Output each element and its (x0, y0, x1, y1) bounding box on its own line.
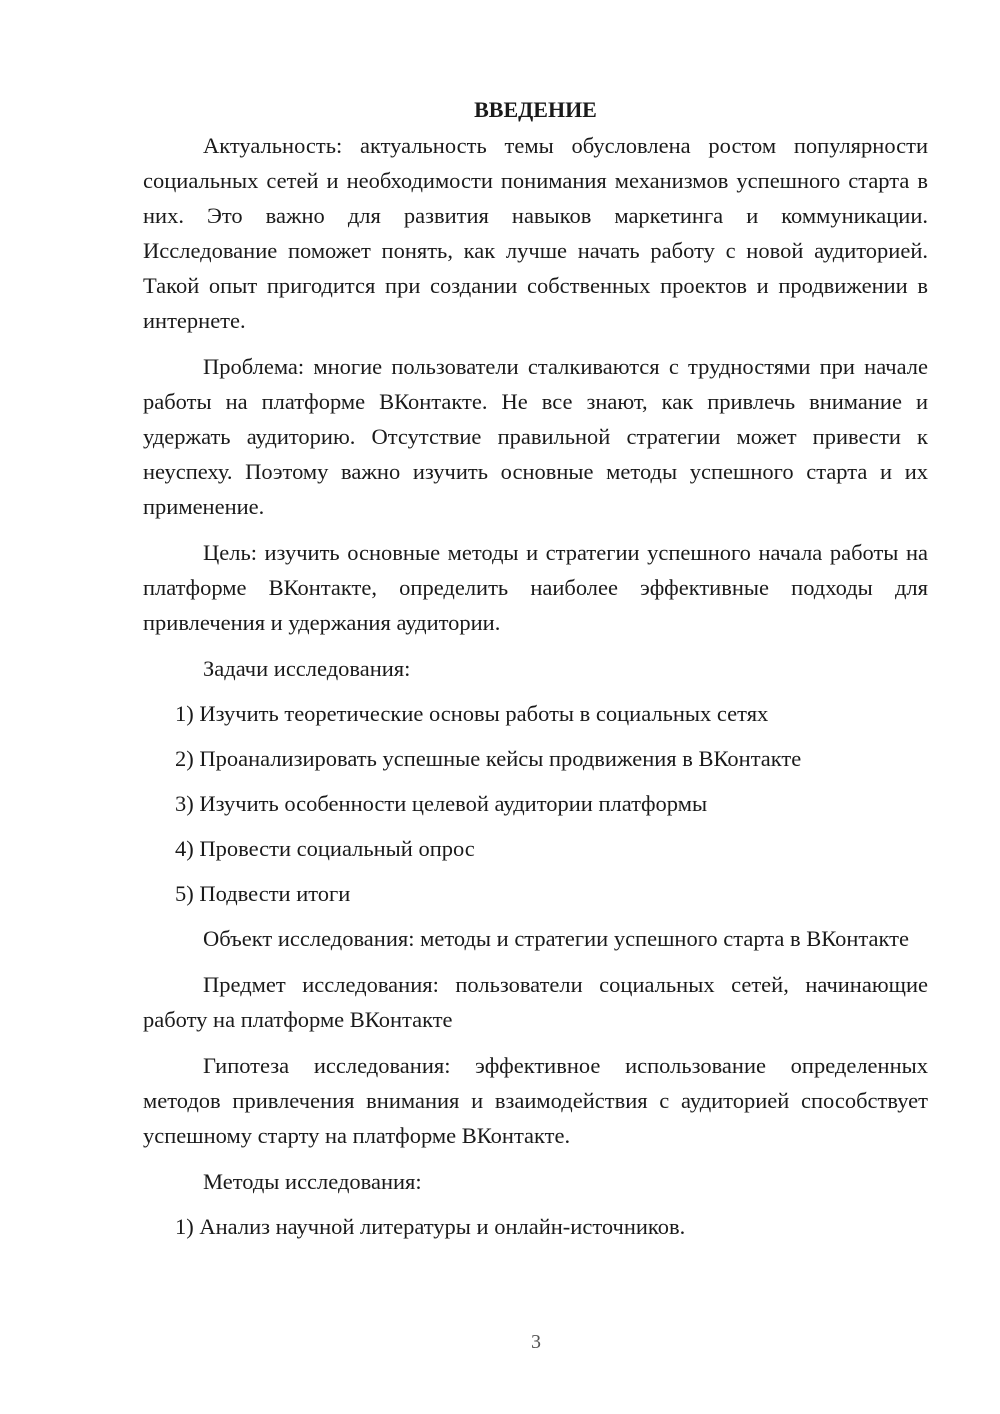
subject-paragraph: Предмет исследования: пользователи социальных сетей, начинающие работу на платформе ВКонтакте (143, 972, 928, 1032)
methods-list (143, 1209, 928, 1244)
relevance-paragraph: Актуальность: актуальность темы обусловлена ростом популярности социальных сетей и необходимости понимания механизмов успешного старта в них. Это важно для развития навыков маркетинга и коммуникации. Исследование поможет понять, как лучше начать работу с новой аудиторией. Такой опыт пригодится при создании собственных проектов и продвижении в интернете. (143, 133, 928, 333)
task-item: 1) Изучить теоретические основы работы в социальных сетях (175, 701, 769, 726)
task-item: 2) Проанализировать успешные кейсы продвижения в ВКонтакте (175, 746, 802, 771)
task-item: 5) Подвести итоги (175, 881, 351, 906)
goal-paragraph: Цель: изучить основные методы и стратегии успешного начала работы на платформе ВКонтакте, определить наиболее эффективные подходы для привлечения и удержания аудитории. (143, 540, 928, 635)
problem-paragraph: Проблема: многие пользователи сталкиваются с трудностями при начале работы на платформе ВКонтакте. Не все знают, как привлечь внимание и удержать аудиторию. Отсутствие правильной стратегии может привести к неуспеху. Поэтому важно изучить основные методы успешного старта и их применение. (143, 354, 928, 519)
methods-label: Методы исследования: (203, 1169, 422, 1194)
hypothesis-paragraph: Гипотеза исследования: эффективное использование определенных методов привлечения внимания и взаимодействия с аудиторией способствует успешному старту на платформе ВКонтакте. (143, 1053, 928, 1148)
tasks-label: Задачи исследования: (203, 656, 411, 681)
tasks-list (143, 696, 928, 911)
page-number: 3 (531, 1331, 541, 1353)
object-paragraph: Объект исследования: методы и стратегии успешного старта в ВКонтакте (203, 926, 909, 951)
document-page (143, 92, 928, 1254)
task-item: 3) Изучить особенности целевой аудитории платформы (175, 791, 708, 816)
task-item: 4) Провести социальный опрос (175, 836, 475, 861)
section-title: ВВЕДЕНИЕ (474, 97, 597, 122)
method-item: 1) Анализ научной литературы и онлайн-источников. (175, 1214, 686, 1239)
